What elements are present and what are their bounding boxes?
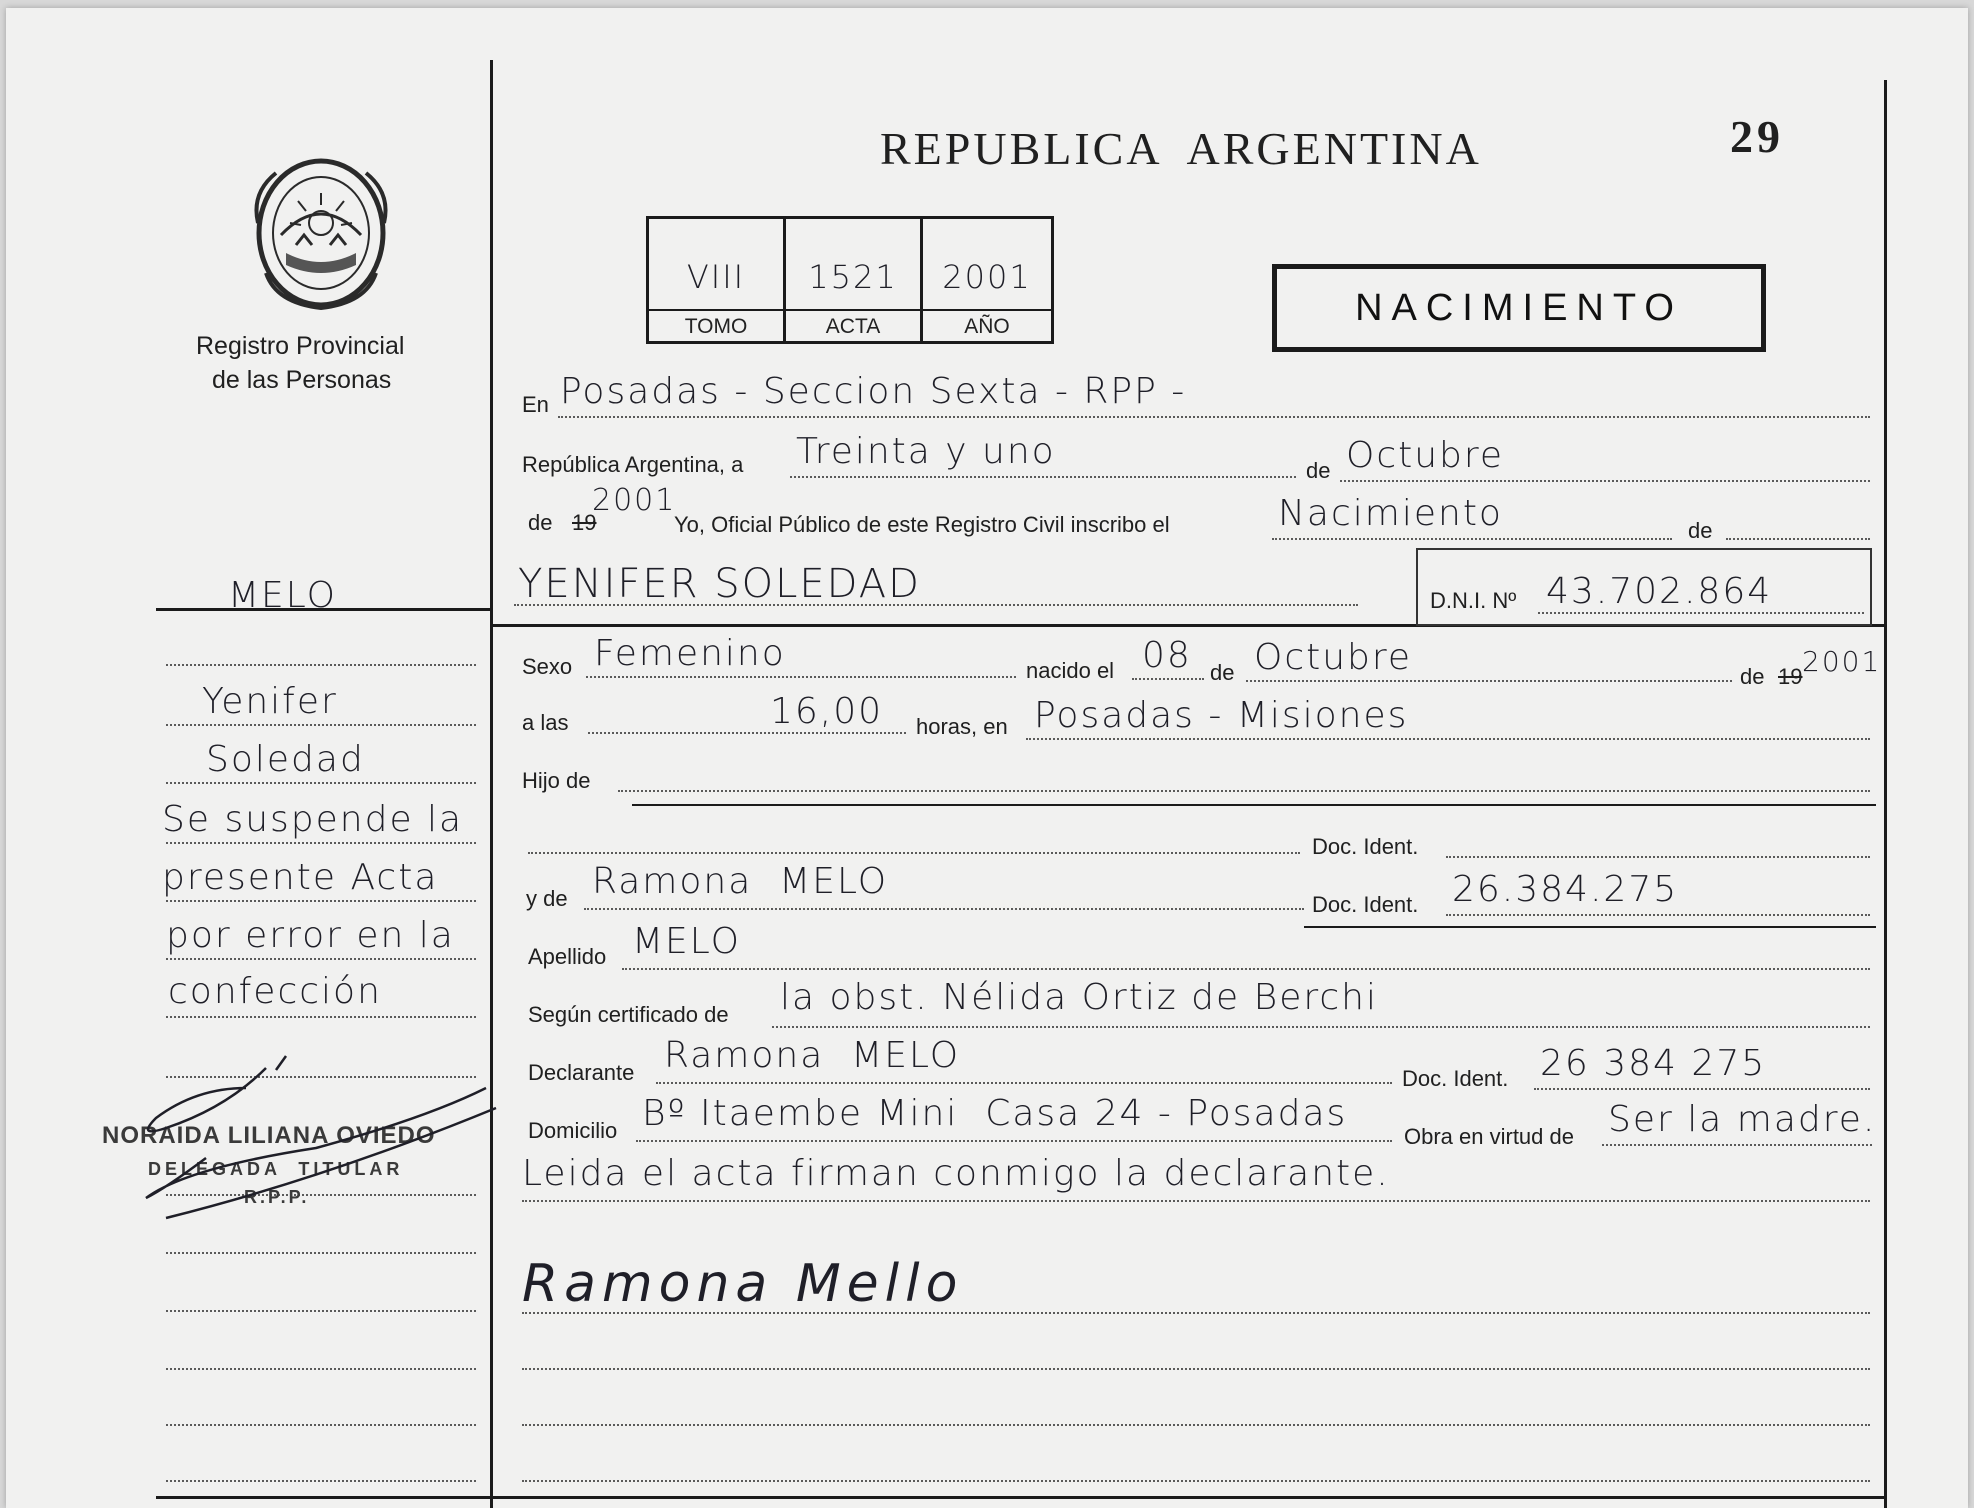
nacido-month-dotted-line bbox=[1246, 680, 1732, 682]
hora-value: 16,00 bbox=[770, 691, 884, 732]
declarante-dotted-line bbox=[656, 1082, 1392, 1084]
margin-line-6 bbox=[166, 1016, 476, 1018]
year-de-label: de bbox=[528, 510, 553, 535]
acto-de-dotted-line bbox=[1726, 538, 1870, 540]
margin-line-13 bbox=[166, 1480, 476, 1482]
en-dotted-line bbox=[558, 416, 1870, 418]
tomo-cell bbox=[649, 219, 786, 341]
a-las-label: a las bbox=[522, 710, 569, 735]
blank-line-2 bbox=[522, 1424, 1870, 1426]
month-de-label: de bbox=[1306, 458, 1331, 483]
tomo-label: TOMO bbox=[684, 315, 748, 338]
declarante-doc-value: 26 384 275 bbox=[1540, 1043, 1767, 1084]
year-value: 2001 bbox=[592, 483, 677, 518]
horas-en-label: horas, en bbox=[916, 714, 1008, 739]
dni-dotted-line bbox=[1538, 612, 1864, 614]
margin-line-4 bbox=[166, 900, 476, 902]
signature: Ramona Mello bbox=[522, 1254, 964, 1314]
acta-value: 1521 bbox=[808, 258, 898, 296]
nacido-label: nacido el bbox=[1026, 658, 1115, 683]
madre-doc-value: 26.384.275 bbox=[1452, 869, 1679, 910]
sexo-dotted-line bbox=[586, 676, 1016, 678]
ano-label: AÑO bbox=[964, 315, 1010, 338]
domicilio-label: Domicilio bbox=[528, 1118, 618, 1143]
acto-dotted-line bbox=[1272, 538, 1672, 540]
declarante-doc-dotted-line bbox=[1534, 1088, 1870, 1090]
lugar-dotted-line bbox=[1026, 738, 1870, 740]
nacido-year-de-label: de bbox=[1740, 664, 1765, 689]
nacido-month-de-label: de bbox=[1210, 660, 1235, 685]
blank-line-3 bbox=[522, 1480, 1870, 1482]
certificado-label: Según certificado de bbox=[528, 1002, 729, 1027]
acto-de-label: de bbox=[1688, 518, 1713, 543]
madre-doc-dotted-line bbox=[1446, 914, 1870, 916]
margin-note-line1: Yenifer bbox=[202, 681, 338, 722]
margin-line-12 bbox=[166, 1424, 476, 1426]
registry-name-line1: Registro Provincial bbox=[196, 332, 405, 360]
margin-surname: MELO bbox=[228, 575, 337, 616]
domicilio-value: Bº Itaembe Mini Casa 24 - Posadas bbox=[642, 1093, 1348, 1134]
margin-line-5 bbox=[166, 958, 476, 960]
margin-line-3 bbox=[166, 842, 476, 844]
hora-dotted-line bbox=[588, 732, 906, 734]
year-prefix: 19 bbox=[572, 510, 597, 535]
record-type-label: NACIMIENTO bbox=[1355, 286, 1683, 329]
en-value: Posadas - Seccion Sexta - RPP - bbox=[560, 371, 1187, 412]
father-doc-dotted-line bbox=[1446, 856, 1870, 858]
y-de-label: y de bbox=[526, 886, 568, 911]
nacido-day: 08 bbox=[1142, 635, 1192, 676]
provincial-seal-icon bbox=[246, 153, 396, 313]
leida-value: Leida el acta firman conmigo la declarante. bbox=[522, 1153, 1390, 1194]
margin-line-10 bbox=[166, 1310, 476, 1312]
official-signature-scribble bbox=[126, 1048, 506, 1228]
nacido-month: Octubre bbox=[1254, 637, 1413, 678]
madre-value: Ramona MELO bbox=[592, 861, 889, 902]
dni-box bbox=[1416, 548, 1872, 626]
nacido-day-dotted-line bbox=[1132, 678, 1204, 680]
tomo-value: VIII bbox=[686, 258, 746, 296]
madre-doc-label: Doc. Ident. bbox=[1312, 892, 1419, 917]
margin-line-11 bbox=[166, 1368, 476, 1370]
margin-line-9 bbox=[166, 1252, 476, 1254]
left-column-divider bbox=[490, 60, 493, 1508]
yo-text: Yo, Oficial Público de este Registro Civil inscribo el bbox=[674, 512, 1170, 537]
father-dotted-line bbox=[528, 852, 1300, 854]
apellido-value: MELO bbox=[632, 921, 741, 962]
ano-cell bbox=[923, 219, 1051, 341]
apellido-dotted-line bbox=[622, 968, 1870, 970]
margin-line-2 bbox=[166, 782, 476, 784]
en-label: En bbox=[522, 392, 549, 417]
hijo-dotted-line bbox=[618, 790, 1870, 792]
names-value: YENIFER SOLEDAD bbox=[518, 561, 921, 607]
republica-label: República Argentina, a bbox=[522, 452, 744, 477]
sexo-label: Sexo bbox=[522, 654, 573, 679]
margin-line-0 bbox=[166, 664, 476, 666]
father-doc-label: Doc. Ident. bbox=[1312, 834, 1419, 859]
lugar-value: Posadas - Misiones bbox=[1034, 695, 1409, 736]
declarante-doc-label: Doc. Ident. bbox=[1402, 1066, 1509, 1091]
dni-value: 43.702.864 bbox=[1546, 571, 1773, 612]
blank-line-1 bbox=[522, 1368, 1870, 1370]
madre-dotted-line bbox=[584, 908, 1304, 910]
obra-value: Ser la madre. bbox=[1608, 1099, 1877, 1140]
certificado-value: la obst. Nélida Ortiz de Berchi bbox=[780, 977, 1378, 1018]
obra-dotted-line bbox=[1602, 1144, 1872, 1146]
declarante-label: Declarante bbox=[528, 1060, 635, 1085]
month-dotted-line bbox=[1340, 480, 1870, 482]
obra-label: Obra en virtud de bbox=[1404, 1124, 1574, 1149]
day-value: Treinta y uno bbox=[796, 431, 1056, 472]
margin-line-1 bbox=[166, 724, 476, 726]
margin-note-line2: Soledad bbox=[206, 739, 365, 780]
acta-cell bbox=[786, 219, 923, 341]
hijo-label: Hijo de bbox=[522, 768, 591, 793]
nacido-year: 2001 bbox=[1802, 645, 1882, 678]
bottom-rule bbox=[156, 1496, 1886, 1499]
right-border bbox=[1884, 80, 1887, 1508]
record-type-box bbox=[1272, 264, 1766, 352]
record-number-box bbox=[646, 216, 1054, 344]
margin-note-line6: confección bbox=[168, 971, 382, 1012]
margin-note-line4: presente Acta bbox=[162, 857, 439, 898]
acta-label: ACTA bbox=[825, 315, 881, 338]
birth-record-page bbox=[6, 8, 1968, 1508]
country-title: REPUBLICA ARGENTINA bbox=[880, 123, 1482, 174]
declarante-value: Ramona MELO bbox=[664, 1035, 961, 1076]
apellido-label: Apellido bbox=[528, 944, 607, 969]
margin-note-line5: por error en la bbox=[166, 915, 455, 956]
certificado-dotted-line bbox=[772, 1026, 1870, 1028]
registry-name-line2: de las Personas bbox=[212, 366, 392, 394]
dni-label: D.N.I. Nº bbox=[1430, 588, 1517, 613]
month-value: Octubre bbox=[1346, 435, 1505, 476]
names-dotted-line bbox=[514, 604, 1358, 606]
margin-note-line3: Se suspende la bbox=[162, 799, 464, 840]
acto-value: Nacimiento bbox=[1278, 493, 1503, 534]
stamp-org: R.P.P. bbox=[244, 1187, 310, 1207]
nacido-year-prefix: 19 bbox=[1778, 664, 1803, 689]
leida-dotted-line bbox=[522, 1200, 1870, 1202]
father-strike-line bbox=[632, 804, 1876, 806]
stamp-name: NORAIDA LILIANA OVIEDO bbox=[102, 1122, 436, 1149]
page-number: 29 bbox=[1730, 111, 1784, 162]
madre-underline bbox=[1304, 926, 1876, 928]
domicilio-dotted-line bbox=[636, 1140, 1392, 1142]
day-dotted-line bbox=[790, 476, 1296, 478]
signature-dotted-line bbox=[522, 1312, 1870, 1314]
stamp-title: DELEGADA TITULAR bbox=[148, 1159, 404, 1179]
ano-value: 2001 bbox=[942, 258, 1032, 296]
sexo-value: Femenino bbox=[594, 633, 786, 674]
